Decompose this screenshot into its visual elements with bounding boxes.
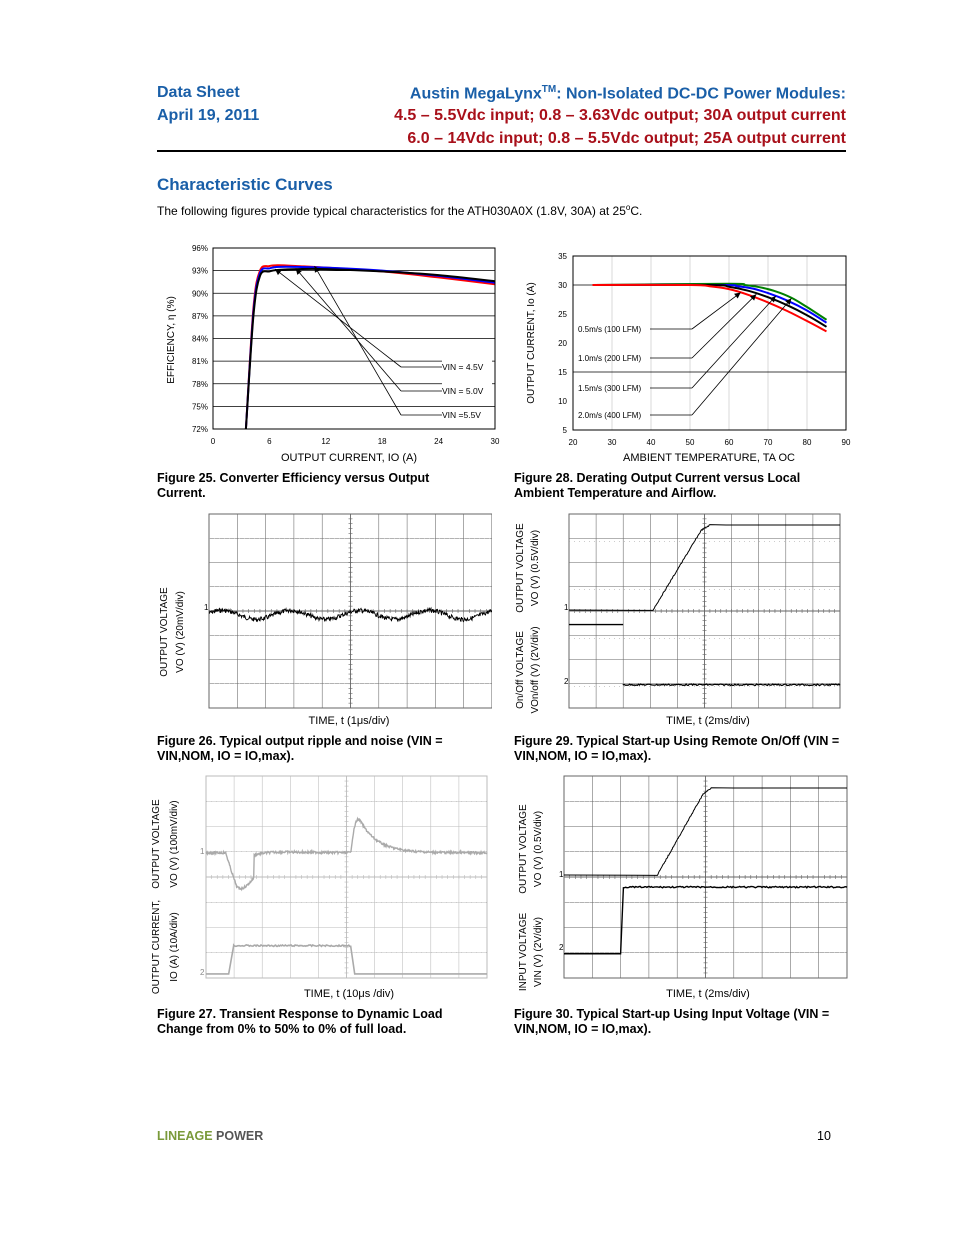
header-rule <box>157 150 846 152</box>
fig30-caption: Figure 30. Typical Start-up Using Input Voltage (VIN = VIN,NOM, IO = IO,max). <box>514 1007 830 1036</box>
fig30-scope <box>514 772 854 1002</box>
fig26-scope <box>157 510 492 732</box>
y-tick-label: 15 <box>558 368 567 377</box>
y-tick-label: 90% <box>191 289 208 299</box>
x-tick-label: 50 <box>685 438 695 447</box>
svg-text:1: 1 <box>204 603 209 612</box>
fig26-ylabel-2: VO (V) (20mV/div) <box>175 591 186 673</box>
fig27-ylabel-top1: OUTPUT VOLTAGE <box>151 799 162 889</box>
x-tick-label: 18 <box>377 437 387 446</box>
annotation-arrow <box>692 298 791 415</box>
arrow-head <box>734 293 741 299</box>
svg-text:2: 2 <box>564 677 569 686</box>
x-tick-label: 24 <box>434 437 444 446</box>
fig25-ylabel: EFFICIENCY, η (%) <box>166 296 177 384</box>
fig25-xlabel: OUTPUT CURRENT, IO (A) <box>280 452 418 464</box>
fig29-xlabel: TIME, t (2ms/div) <box>666 715 750 727</box>
fig29-caption: Figure 29. Typical Start-up Using Remote On/Off (VIN = VIN,NOM, IO = IO,max). <box>514 734 840 763</box>
section-title: Characteristic Curves <box>157 175 333 194</box>
series-annotation: 2.0m/s (400 LFM) <box>578 411 642 420</box>
fig30-ylabel-top1: OUTPUT VOLTAGE <box>518 804 529 894</box>
fig29-scope <box>514 510 844 732</box>
annotation-arrow <box>692 293 741 329</box>
svg-text:1: 1 <box>559 870 564 879</box>
y-tick-label: 10 <box>558 397 567 406</box>
series-line <box>593 285 827 323</box>
svg-text:2: 2 <box>200 968 205 977</box>
y-tick-label: 75% <box>191 402 208 412</box>
doc-type: Data Sheet <box>157 84 240 101</box>
footer-brand: LINEAGE POWER <box>157 1129 264 1143</box>
x-tick-label: 60 <box>724 438 734 447</box>
fig27-xlabel: TIME, t (10μs /div) <box>303 988 395 1000</box>
x-tick-label: 40 <box>646 438 656 447</box>
x-tick-label: 20 <box>568 438 578 447</box>
fig28-chart <box>514 240 859 470</box>
fig29-ylabel-top1: OUTPUT VOLTAGE <box>515 523 526 613</box>
series-line <box>246 265 495 429</box>
fig27-scope <box>147 772 492 1002</box>
series-annotation: 0.5m/s (100 LFM) <box>578 325 642 334</box>
x-tick-label: 30 <box>607 438 617 447</box>
fig30-ylabel-bot2: VIN (V) (2V/div) <box>533 916 544 988</box>
y-tick-label: 72% <box>191 425 208 434</box>
fig30-ylabel-top2: VO (V) (0.5V/div) <box>533 810 544 888</box>
doc-date: April 19, 2011 <box>157 107 260 124</box>
doc-title: Austin MegaLynx™: Non-Isolated DC-DC Power Modules: <box>409 84 846 103</box>
y-tick-label: 87% <box>191 311 208 321</box>
svg-text:2: 2 <box>559 943 564 952</box>
annotation-arrow <box>296 268 401 391</box>
fig26-caption: Figure 26. Typical output ripple and noise (VIN = VIN,NOM, IO = IO,max). <box>157 734 443 763</box>
fig27-ylabel-top2: VO (V) (100mV/div) <box>169 800 180 888</box>
y-tick-label: 30 <box>558 281 567 290</box>
fig27-caption: Figure 27. Transient Response to Dynamic Load Change from 0% to 50% to 0% of full load. <box>157 1007 443 1036</box>
fig29-ylabel-bot2: VOn/off (V) (2V/div) <box>530 626 541 714</box>
y-tick-label: 84% <box>191 334 208 344</box>
series-annotation: VIN = 4.5V <box>442 362 484 372</box>
annotation-arrow <box>692 294 756 358</box>
series-line <box>593 285 827 327</box>
page-number: 10 <box>817 1129 831 1143</box>
y-tick-label: 93% <box>191 266 208 276</box>
series-annotation: VIN =5.5V <box>442 410 481 420</box>
svg-text:1: 1 <box>200 847 205 856</box>
series-annotation: VIN = 5.0V <box>442 386 484 396</box>
series-annotation: 1.5m/s (300 LFM) <box>578 384 642 393</box>
fig26-ylabel-1: OUTPUT VOLTAGE <box>159 587 170 677</box>
annotation-arrow <box>692 296 776 388</box>
spec-line-2: 6.0 – 14Vdc input; 0.8 – 5.5Vdc output; 25A output current <box>407 130 846 147</box>
intro-text: The following figures provide typical characteristics for the ATH030A0X (1.8V, 30A) at 25$^o$C. <box>157 203 643 218</box>
x-tick-label: 12 <box>321 437 331 446</box>
y-tick-label: 96% <box>191 244 208 253</box>
fig25-caption: Figure 25. Converter Efficiency versus Output Current. <box>157 471 430 500</box>
x-tick-label: 80 <box>802 438 812 447</box>
series-line <box>246 267 495 429</box>
y-tick-label: 81% <box>191 357 208 367</box>
fig28-caption: Figure 28. Derating Output Current versus Local Ambient Temperature and Airflow. <box>514 471 801 500</box>
y-tick-label: 78% <box>191 379 208 389</box>
fig28-ylabel: OUTPUT CURRENT, Io (A) <box>526 282 537 404</box>
fig30-ylabel-bot1: INPUT VOLTAGE <box>518 912 529 992</box>
svg-text:1: 1 <box>564 603 569 612</box>
y-tick-label: 5 <box>562 426 567 435</box>
fig30-xlabel: TIME, t (2ms/div) <box>666 988 750 1000</box>
fig29-ylabel-bot1: On/Off VOLTAGE <box>515 631 526 709</box>
y-tick-label: 20 <box>558 339 567 348</box>
x-tick-label: 0 <box>210 437 216 446</box>
series-annotation: 1.0m/s (200 LFM) <box>578 354 642 363</box>
y-tick-label: 25 <box>558 310 567 319</box>
x-tick-label: 30 <box>490 437 500 446</box>
x-tick-label: 90 <box>841 438 851 447</box>
fig29-ylabel-top2: VO (V) (0.5V/div) <box>530 529 541 607</box>
fig28-xlabel: AMBIENT TEMPERATURE, TA OC <box>623 452 795 464</box>
annotation-arrow <box>315 266 401 415</box>
spec-line-1: 4.5 – 5.5Vdc input; 0.8 – 3.63Vdc output; 30A output current <box>394 107 846 124</box>
fig27-ylabel-bot1: OUTPUT CURRENT, <box>151 899 162 995</box>
x-tick-label: 6 <box>267 437 272 446</box>
fig27-ylabel-bot2: IO (A) (10A/div) <box>169 912 180 982</box>
y-tick-label: 35 <box>558 252 567 261</box>
fig26-xlabel: TIME, t (1μs/div) <box>308 715 390 727</box>
x-tick-label: 70 <box>763 438 773 447</box>
fig25-chart <box>157 240 507 470</box>
